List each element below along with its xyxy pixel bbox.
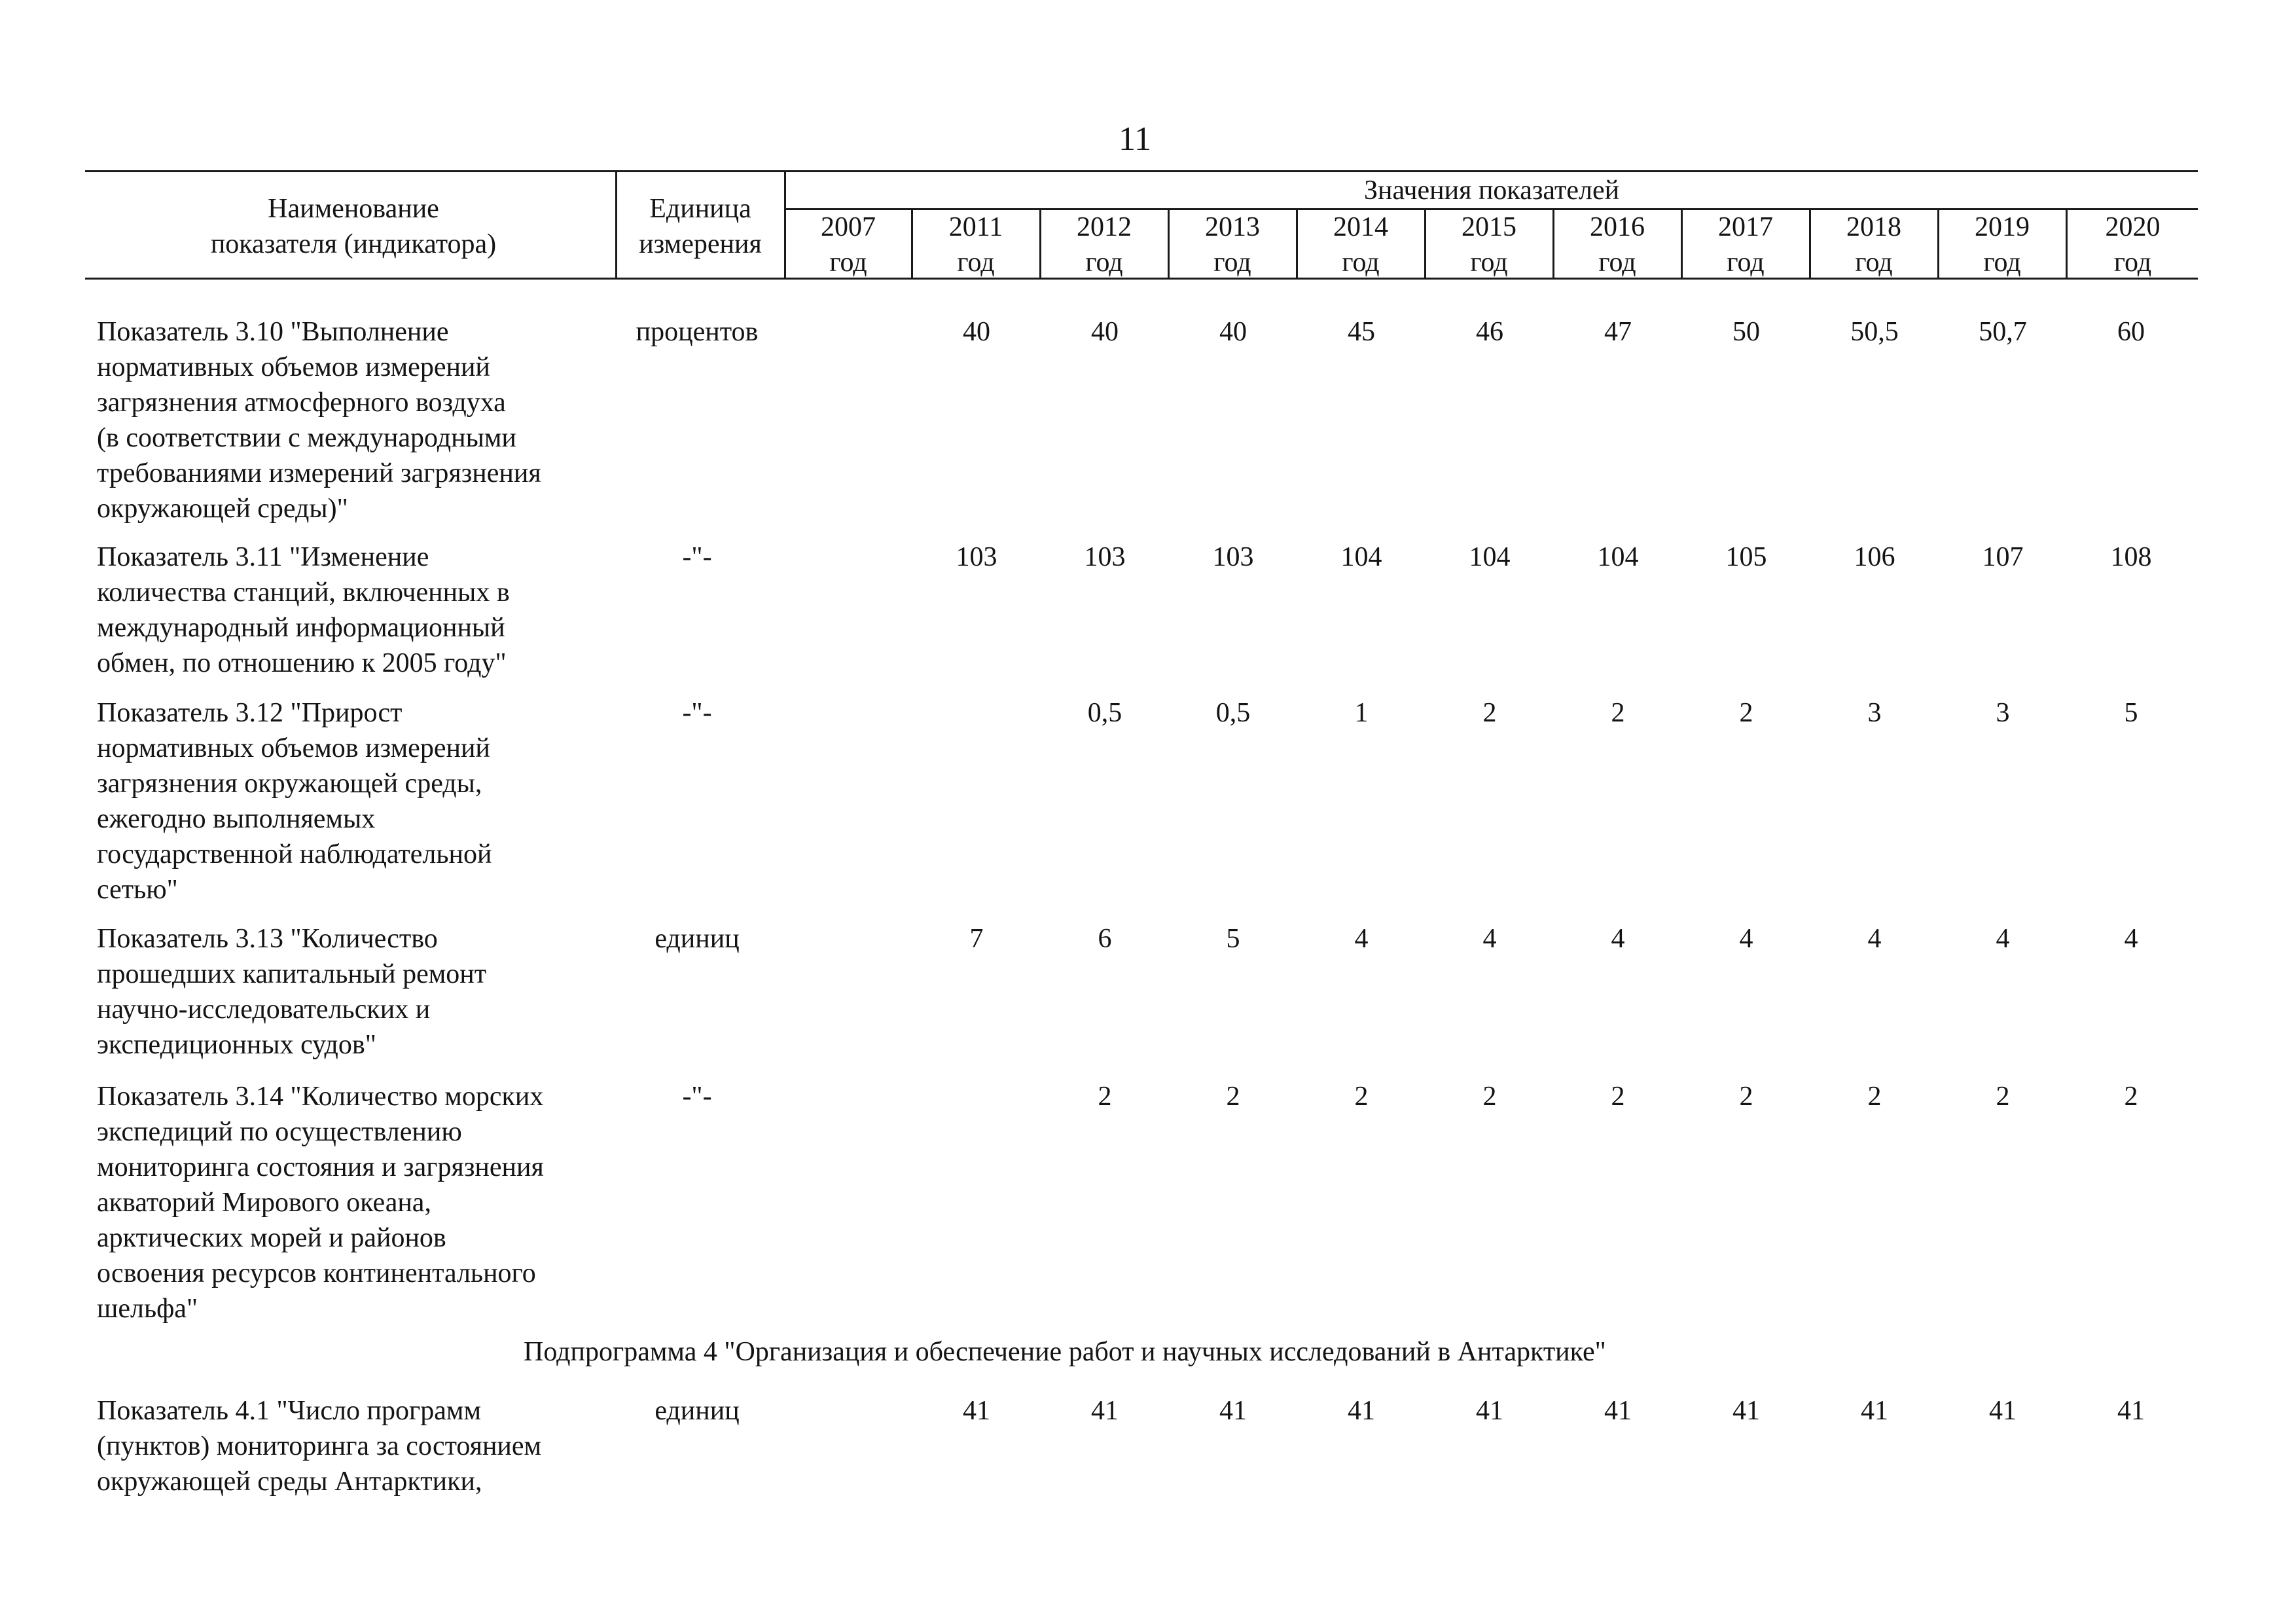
year-header-2018 [1811,210,1937,280]
value-2018: 3 [1867,698,1882,728]
value-2014: 104 [1340,542,1382,572]
value-2014: 45 [1348,317,1375,347]
indicator-unit: -"- [682,542,712,572]
year-header-2007 [785,210,911,280]
year-suffix: год [1598,247,1636,278]
indicator-name-3-14 [97,1079,607,1326]
year-header-2011 [913,210,1039,280]
year-suffix: год [1213,247,1251,278]
value-2019: 4 [1996,924,2010,954]
year-header-2012 [1041,210,1167,280]
name-line: шельфа" [97,1294,198,1324]
name-line: требованиями измерений загрязнения [97,458,541,488]
name-line: Показатель 3.12 "Прирост [97,698,403,728]
header-unit-line-1: Единица [649,194,751,224]
indicator-name-4-1 [97,1393,607,1499]
value-2017: 41 [1732,1396,1760,1426]
value-2012: 40 [1091,317,1119,347]
value-2014: 41 [1348,1396,1375,1426]
value-2013: 40 [1219,317,1247,347]
year-label: 2014 [1333,212,1388,242]
name-line: научно-исследовательских и [97,994,431,1025]
value-2014: 4 [1354,924,1369,954]
year-suffix: год [2113,247,2152,278]
name-unit-divider [615,170,617,280]
name-line: загрязнения окружающей среды, [97,769,482,799]
value-2011: 103 [956,542,997,572]
value-2012: 41 [1091,1396,1119,1426]
value-2013: 103 [1212,542,1254,572]
value-2016: 2 [1611,698,1625,728]
name-line: (пунктов) мониторинга за состоянием [97,1431,542,1461]
value-2019: 50,7 [1979,317,2027,347]
subprogram-heading: Подпрограмма 4 "Организация и обеспечение работ и научных исследований в Антарктике" [524,1337,1606,1367]
indicator-name-3-12 [97,695,607,907]
indicator-name-3-10 [97,314,607,526]
value-2019: 3 [1996,698,2010,728]
value-2015: 2 [1482,698,1497,728]
value-2018: 4 [1867,924,1882,954]
value-2011: 7 [969,924,984,954]
year-suffix: год [957,247,995,278]
year-label: 2019 [1975,212,2030,242]
value-2017: 50 [1732,317,1760,347]
value-2011: 40 [963,317,990,347]
year-label: 2018 [1846,212,1901,242]
value-2018: 2 [1867,1082,1882,1112]
year-label: 2015 [1462,212,1516,242]
value-2020: 108 [2110,542,2152,572]
value-2019: 107 [1982,542,2024,572]
year-label: 2007 [821,212,876,242]
indicator-unit: единиц [655,1396,740,1426]
indicator-name-3-11 [97,539,607,681]
value-2017: 105 [1725,542,1767,572]
year-suffix: год [1342,247,1380,278]
name-line: акваторий Мирового океана, [97,1188,431,1218]
value-2013: 0,5 [1215,698,1251,728]
name-line: ежегодно выполняемых [97,804,376,834]
indicator-unit: -"- [682,1082,712,1112]
name-line: арктических морей и районов [97,1223,446,1253]
name-line: государственной наблюдательной [97,839,492,869]
value-2017: 2 [1739,698,1753,728]
indicator-unit: -"- [682,698,712,728]
name-line: обмен, по отношению к 2005 году" [97,648,507,678]
name-line: количества станций, включенных в [97,577,510,608]
header-name-line-1: Наименование [268,194,439,224]
header-name-line-2: показателя (индикатора) [210,229,497,259]
value-2015: 2 [1482,1082,1497,1112]
year-label: 2017 [1718,212,1773,242]
value-2016: 104 [1597,542,1639,572]
year-label: 2016 [1590,212,1645,242]
indicator-name-3-13 [97,921,607,1063]
name-line: прошедших капитальный ремонт [97,959,487,989]
page-number: 11 [1118,120,1152,158]
value-2012: 0,5 [1087,698,1122,728]
year-suffix: год [1470,247,1508,278]
indicator-unit: единиц [655,924,740,954]
year-header-2017 [1683,210,1808,280]
year-header-2015 [1426,210,1552,280]
name-line: экспедиций по осуществлению [97,1117,462,1147]
value-2018: 106 [1854,542,1895,572]
year-header-2016 [1554,210,1680,280]
value-2017: 2 [1739,1082,1753,1112]
name-line: Показатель 3.10 "Выполнение [97,317,449,347]
value-2018: 50,5 [1850,317,1899,347]
name-line: Показатель 4.1 "Число программ [97,1396,482,1426]
value-2020: 41 [2117,1396,2145,1426]
header-unit-column [619,191,782,262]
year-label: 2020 [2105,212,2161,242]
header-top-rule [85,170,2198,172]
name-line: загрязнения атмосферного воздуха [97,388,506,418]
value-2019: 41 [1989,1396,2017,1426]
year-suffix: год [829,247,867,278]
name-line: мониторинга состояния и загрязнения [97,1152,544,1182]
value-2020: 60 [2117,317,2145,347]
value-2016: 4 [1611,924,1625,954]
header-unit-line-2: измерения [639,229,762,259]
name-line: нормативных объемов измерений [97,733,490,763]
year-header-2019 [1939,210,2065,280]
value-2020: 4 [2124,924,2138,954]
name-line: Показатель 3.13 "Количество [97,924,438,954]
year-header-2020 [2068,210,2198,280]
value-2013: 41 [1219,1396,1247,1426]
value-2012: 2 [1098,1082,1112,1112]
header-values-group: Значения показателей [1363,175,1620,206]
year-header-2013 [1170,210,1295,280]
value-2016: 47 [1604,317,1632,347]
indicator-unit: процентов [636,317,759,347]
value-2015: 104 [1469,542,1511,572]
year-label: 2012 [1077,212,1132,242]
year-suffix: год [1983,247,2021,278]
year-label: 2011 [948,212,1003,242]
value-2011: 41 [963,1396,990,1426]
year-suffix: год [1085,247,1123,278]
value-2015: 41 [1476,1396,1503,1426]
name-line: международный информационный [97,613,505,643]
value-2020: 2 [2124,1082,2138,1112]
value-2015: 46 [1476,317,1503,347]
value-2018: 41 [1861,1396,1888,1426]
value-2013: 5 [1226,924,1240,954]
header-name-column [98,191,609,262]
name-line: окружающей среды Антарктики, [97,1467,482,1497]
name-line: сетью" [97,875,178,905]
name-line: освоения ресурсов континентального [97,1258,536,1288]
value-2012: 103 [1084,542,1126,572]
year-suffix: год [1855,247,1893,278]
value-2014: 1 [1354,698,1369,728]
year-label: 2013 [1205,212,1260,242]
year-suffix: год [1727,247,1765,278]
name-line: Показатель 3.11 "Изменение [97,542,429,572]
year-header-2014 [1298,210,1424,280]
value-2012: 6 [1098,924,1112,954]
value-2020: 5 [2124,698,2138,728]
value-2019: 2 [1996,1082,2010,1112]
value-2016: 2 [1611,1082,1625,1112]
value-2013: 2 [1226,1082,1240,1112]
value-2016: 41 [1604,1396,1632,1426]
name-line: нормативных объемов измерений [97,352,490,382]
name-line: Показатель 3.14 "Количество морских [97,1082,544,1112]
value-2017: 4 [1739,924,1753,954]
name-line: окружающей среды)" [97,494,348,524]
value-2014: 2 [1354,1082,1369,1112]
value-2015: 4 [1482,924,1497,954]
name-line: экспедиционных судов" [97,1030,376,1060]
name-line: (в соответствии с международными [97,423,516,453]
